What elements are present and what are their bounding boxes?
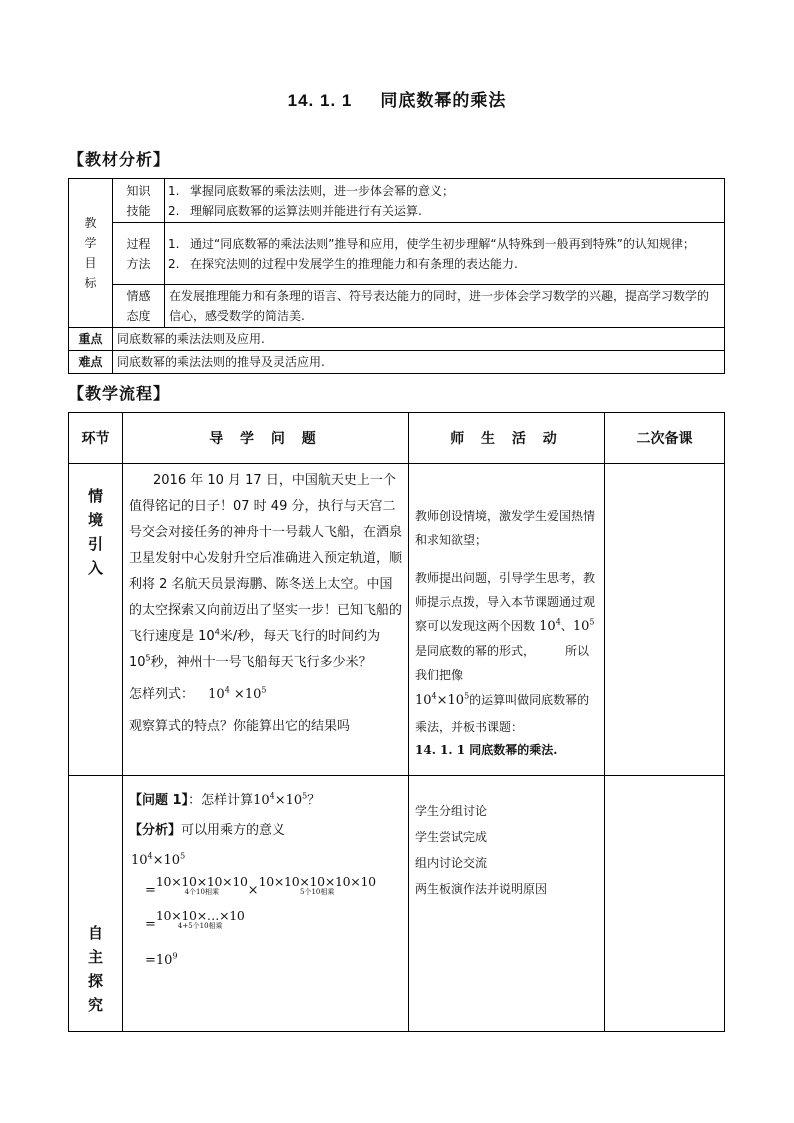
derivation-line-4: $=10^9$ — [145, 951, 178, 968]
difficulty-label: 难点 — [69, 351, 113, 374]
stage-intro: 情 境 引 入 — [69, 464, 123, 776]
header-stage: 环节 — [69, 413, 123, 464]
header-backup: 二次备课 — [605, 413, 725, 464]
derivation-line-2: = 10×10×10×10 4个10相乘 × 10×10×10×10×10 5个10相乘 — [145, 874, 376, 898]
key-label: 重点 — [69, 328, 113, 351]
section-heading-flow: 【教学流程】 — [68, 384, 171, 403]
header-activity: 师 生 活 动 — [409, 413, 605, 464]
intro-backup — [605, 464, 725, 776]
intro-guide — [123, 464, 409, 776]
section-heading-analysis: 【教材分析】 — [68, 150, 171, 169]
title-number: 14. 1. 1 — [287, 91, 353, 110]
flow-table — [68, 412, 725, 1032]
knowledge-items: 1. 掌握同底数幂的乘法法则，进一步体会幂的意义； 2. 理解同底数幂的运算法则并能进行有关运算. — [165, 179, 725, 223]
intro-question: 观察算式的特点？你能算出它的结果吗 — [129, 719, 351, 734]
explore-backup — [605, 776, 725, 1032]
goals-label: 教 学 目 标 — [69, 179, 113, 328]
analysis-table — [68, 178, 725, 374]
intro-activity: 教师创设情境，激发学生爱国热情和求知欲望； 教师提出问题，引导学生思考，教师提示点拨，导入本节课题通过观察可以发现这两个因数 $10^4$、$10^5$是同底数的幂的形式， 所以我们把像 $10^4\times 10^5$的运算叫做同底数幂的乘法，并板书课题： 14. 1. 1 同底数幂的乘法. — [409, 464, 605, 776]
key-text: 同底数幂的乘法法则及应用. — [113, 328, 725, 351]
knowledge-label: 知识 技能 — [113, 179, 165, 223]
explore-activity: 学生分组讨论 学生尝试完成 组内讨论交流 两生板演作法并说明原因 — [409, 776, 605, 1032]
analysis-hint: 【分析】可以用乘方的意义 — [129, 823, 286, 838]
intro-story: 2016 年 10 月 17 日，中国航天史上一个值得铭记的日子！07 时 49 分，执行与天宫二号交会对接任务的神舟十一号载人飞船，在酒泉卫星发射中心发射升空后准确进入预定轨道，顺利将 2 名航天员景海鹏、陈冬送上太空。中国的太空探索又向前迈出了坚实一步！已知飞船的飞行速度是 $10^4$米/秒，每天飞行的时间约为 $10^5$秒，神州十一号飞船每天飞行多少米？ — [129, 473, 403, 670]
formula-line: 怎样列式： $10^4 \times 10^5$ — [129, 685, 267, 702]
problem-1: 【问题 1】：怎样计算$10^4\times 10^5$？ — [129, 791, 321, 808]
header-guide: 导 学 问 题 — [123, 413, 409, 464]
explore-guide — [123, 776, 409, 1032]
attitude-label: 情感 态度 — [113, 285, 165, 328]
derivation-line-3: = 10×10×…×10 4+5个10相乘 — [145, 908, 245, 932]
page-title — [0, 86, 794, 111]
process-items: 1. 通过“同底数幂的乘法法则”推导和应用，使学生初步理解“从特殊到一般再到特殊”的认知规律； 2. 在探究法则的过程中发展学生的推理能力和有条理的表达能力. — [165, 223, 725, 285]
difficulty-text: 同底数幂的乘法法则的推导及灵活应用. — [113, 351, 725, 374]
derivation-line-1: $10^4\times 10^5$ — [131, 851, 186, 868]
title-text: 同底数幂的乘法 — [380, 91, 507, 110]
stage-explore: 自 主 探 究 — [69, 776, 123, 1032]
process-label: 过程 方法 — [113, 223, 165, 285]
attitude-text: 在发展推理能力和有条理的语言、符号表达能力的同时，进一步体会学习数学的兴趣，提高学习数学的信心，感受数学的简洁美. — [165, 285, 725, 328]
